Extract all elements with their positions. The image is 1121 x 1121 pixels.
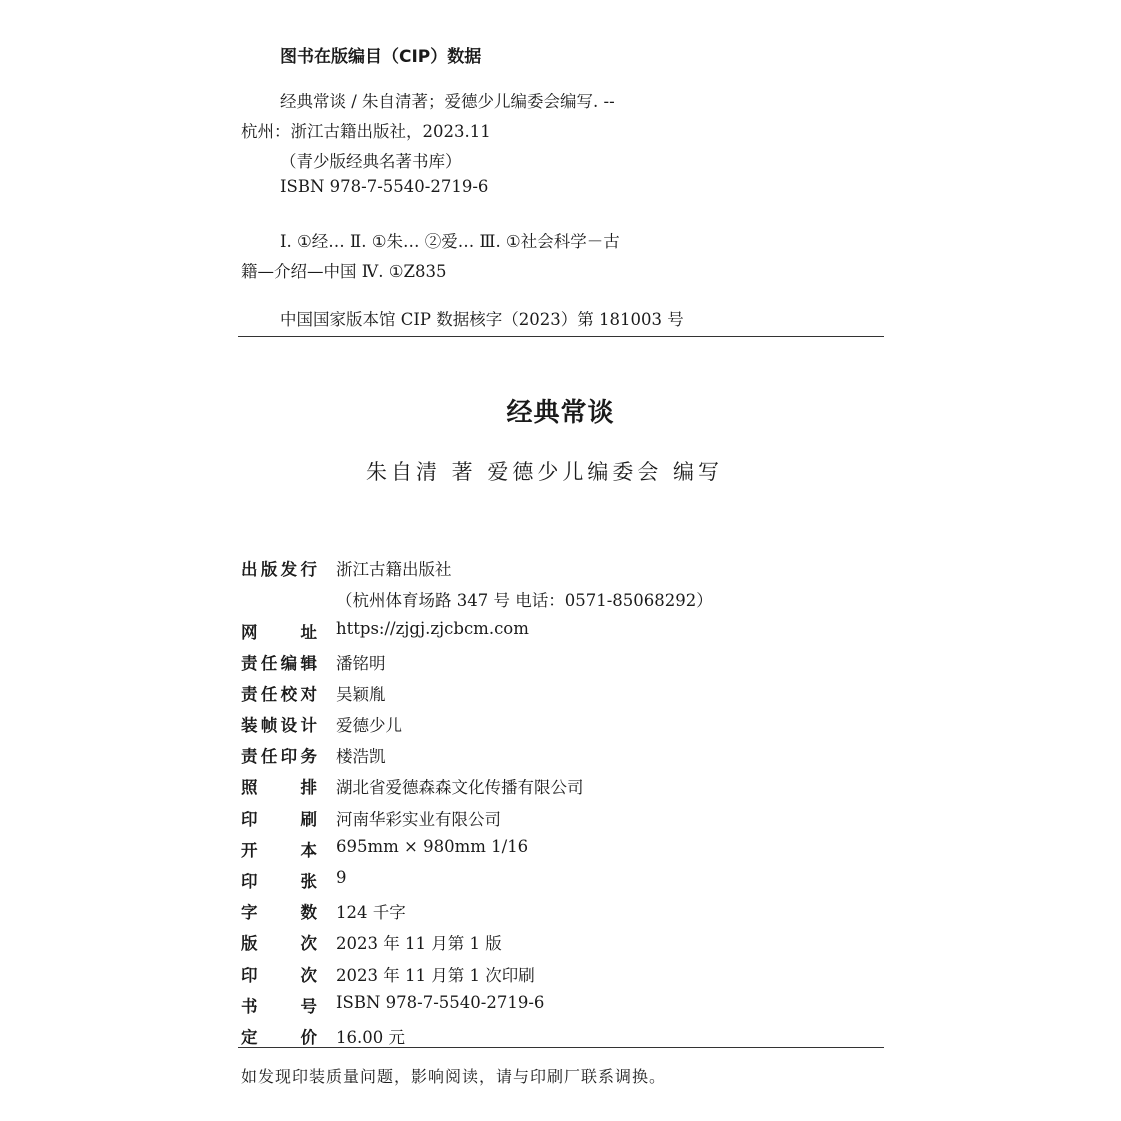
cip-heading: 图书在版编目（CIP）数据	[280, 47, 482, 67]
detail-label: 版 次	[241, 934, 317, 953]
detail-value: （杭州体育场路 347 号 电话：0571-85068292）	[336, 591, 713, 610]
cip-line: Ⅰ. ①经… Ⅱ. ①朱… ②爱… Ⅲ. ①社会科学－古	[280, 232, 620, 251]
detail-label: 印 刷	[241, 810, 317, 829]
detail-value: 124 千字	[336, 903, 406, 922]
detail-value: 楼浩凯	[336, 747, 386, 766]
detail-value: 695mm × 980mm 1/16	[336, 837, 529, 856]
detail-value: ISBN 978-7-5540-2719-6	[336, 993, 545, 1012]
detail-value: 2023 年 11 月第 1 次印刷	[336, 966, 535, 985]
detail-label: 责 任 印 务	[241, 747, 317, 766]
divider-top	[238, 336, 884, 337]
detail-value: 河南华彩实业有限公司	[336, 810, 501, 829]
book-title: 经典常谈	[506, 398, 615, 428]
detail-label: 定 价	[241, 1028, 317, 1047]
detail-label: 印 张	[241, 872, 317, 891]
detail-value: https://zjgj.zjcbcm.com	[336, 619, 529, 638]
detail-value: 16.00 元	[336, 1028, 405, 1047]
cip-line: 籍—介绍—中国 Ⅳ. ①Z835	[241, 262, 447, 281]
cip-line: 杭州：浙江古籍出版社，2023.11	[241, 122, 491, 141]
detail-label: 出 版 发 行	[241, 560, 317, 579]
detail-label: 开 本	[241, 841, 317, 860]
detail-value: 浙江古籍出版社	[336, 560, 452, 579]
detail-label: 装 帧 设 计	[241, 716, 317, 735]
footer-note: 如发现印装质量问题，影响阅读，请与印刷厂联系调换。	[241, 1067, 667, 1086]
detail-label: 责 任 编 辑	[241, 654, 317, 673]
detail-value: 潘铭明	[336, 654, 386, 673]
detail-label: 印 次	[241, 966, 317, 985]
detail-label: 字 数	[241, 903, 317, 922]
book-authors: 朱自清 著 爱德少儿编委会 编写	[366, 460, 724, 484]
detail-label: 照 排	[241, 778, 317, 797]
cip-line: （青少版经典名著书库）	[280, 152, 462, 171]
cip-line: 中国国家版本馆 CIP 数据核字（2023）第 181003 号	[280, 310, 684, 329]
detail-label: 书 号	[241, 997, 317, 1016]
detail-value: 吴颖胤	[336, 685, 386, 704]
detail-value: 爱德少儿	[336, 716, 402, 735]
cip-line: 经典常谈 / 朱自清著；爱德少儿编委会编写. --	[280, 92, 615, 111]
divider-bottom	[238, 1047, 884, 1048]
detail-value: 湖北省爱德森森文化传播有限公司	[336, 778, 584, 797]
detail-value: 9	[336, 868, 347, 887]
detail-value: 2023 年 11 月第 1 版	[336, 934, 502, 953]
detail-label: 网 址	[241, 623, 317, 642]
cip-line: ISBN 978-7-5540-2719-6	[280, 177, 489, 196]
detail-label: 责 任 校 对	[241, 685, 317, 704]
